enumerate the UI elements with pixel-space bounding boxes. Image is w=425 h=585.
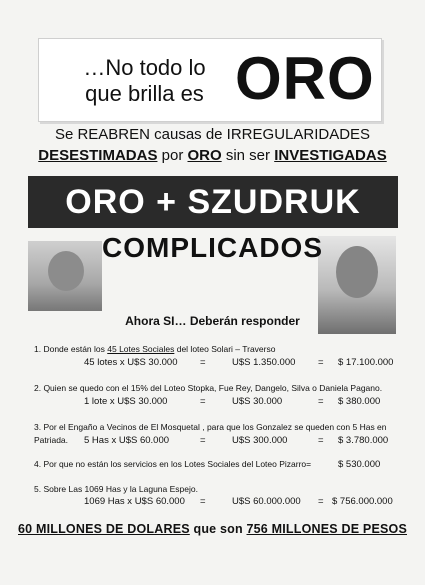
ahora-heading: Ahora SI… Deberán responder [125, 314, 300, 328]
item-2-eq1: = [200, 396, 206, 407]
item-1-ars: $ 17.100.000 [338, 357, 394, 368]
item-2-eq2: = [318, 396, 324, 407]
bottom-summary [0, 522, 425, 536]
item-4-ars: $ 530.000 [338, 459, 381, 470]
item-1-eq2: = [318, 357, 324, 368]
bottom-que-son: que son [193, 522, 243, 536]
item-3-text: 3. Por el Engaño a Vecinos de El Mosquetal , para que los Gonzalez se queden con 5 Has en [34, 422, 387, 432]
title-line1: …No todo lo [83, 55, 206, 80]
item-2-usd: U$S 30.000 [232, 396, 283, 407]
item-1-text-a: 1. Donde están los [34, 344, 108, 354]
item-3-eq1: = [200, 435, 206, 446]
item-3-calc: 5 Has x U$S 60.000 [84, 435, 170, 446]
title-line2: que brilla es [85, 81, 204, 106]
word-oro: ORO [187, 147, 222, 164]
item-5-text: 5. Sobre Las 1069 Has y la Laguna Espejo. [34, 484, 198, 494]
item-3-ars: $ 3.780.000 [338, 435, 389, 446]
item-2-text: 2. Quien se quedo con el 15% del Loteo Stopka, Fue Rey, Dangelo, Silva o Daniela Pagano. [34, 383, 383, 393]
item-1-text [34, 343, 275, 355]
bottom-pesos: 756 MILLONES DE PESOS [246, 522, 407, 536]
item-3-usd: U$S 300.000 [232, 435, 288, 446]
title-oro: ORO [235, 45, 375, 112]
item-2-ars: $ 380.000 [338, 396, 381, 407]
item-1-eq1: = [200, 357, 206, 368]
word-por: por [161, 147, 184, 164]
title-small [57, 55, 232, 107]
item-5-calc: 1069 Has x U$S 60.000 [84, 496, 185, 507]
item-5-eq2: = [318, 496, 324, 507]
banner [28, 176, 398, 228]
title-box [38, 38, 382, 122]
item-1-text-underlined: 45 Lotes Sociales [107, 344, 175, 354]
word-desestimadas: DESESTIMADAS [38, 147, 158, 164]
complicados-heading: COMPLICADOS [102, 232, 323, 263]
item-4-text: 4. Por que no están los servicios en los Lotes Sociales del Loteo Pizarro= [34, 459, 312, 469]
item-2-calc: 1 lote x U$S 30.000 [84, 396, 168, 407]
word-investigadas: INVESTIGADAS [274, 147, 387, 164]
item-5-ars: $ 756.000.000 [332, 496, 393, 507]
banner-text: ORO + SZUDRUK [65, 183, 361, 221]
item-5-usd: U$S 60.000.000 [232, 496, 301, 507]
item-1-text-b: del loteo Solari – Traverso [174, 344, 276, 354]
subheader-line1: Se REABREN causas de IRREGULARIDADES [54, 126, 371, 143]
item-3-eq2: = [318, 435, 324, 446]
item-5-eq1: = [200, 496, 206, 507]
word-sin-ser: sin ser [225, 147, 271, 164]
item-1-calc: 45 lotes x U$S 30.000 [84, 357, 178, 368]
item-3-text2: Patriada. [34, 435, 69, 445]
subheader-line2 [0, 147, 425, 164]
bottom-dollars: 60 MILLONES DE DOLARES [18, 522, 190, 536]
item-1-usd: U$S 1.350.000 [232, 357, 296, 368]
